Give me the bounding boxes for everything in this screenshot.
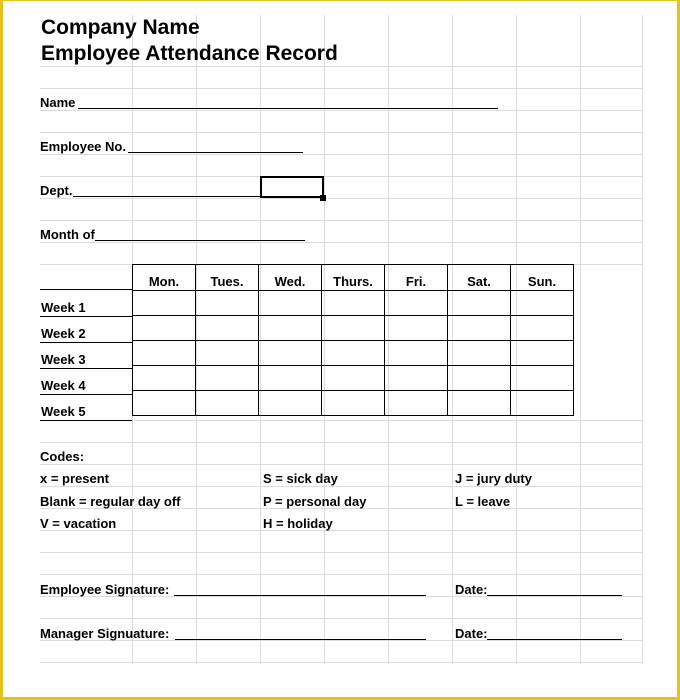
table-row — [133, 291, 574, 316]
attendance-cell[interactable] — [196, 366, 259, 391]
header-rule — [40, 289, 132, 290]
attendance-cell[interactable] — [196, 291, 259, 316]
company-name: Company Name — [41, 16, 200, 39]
week-rule — [40, 394, 132, 395]
attendance-cell[interactable] — [322, 341, 385, 366]
code-item: L = leave — [455, 494, 511, 509]
week-rule — [40, 342, 132, 343]
employee-date-field[interactable] — [487, 595, 622, 596]
attendance-cell[interactable] — [385, 366, 448, 391]
dept-field[interactable] — [73, 196, 261, 197]
attendance-cell[interactable] — [259, 391, 322, 416]
attendance-cell[interactable] — [196, 316, 259, 341]
employee-signature-label: Employee Signature: — [40, 582, 170, 597]
name-label: Name — [40, 95, 76, 110]
attendance-cell[interactable] — [385, 341, 448, 366]
code-item: Blank = regular day off — [40, 494, 181, 509]
attendance-cell[interactable] — [511, 316, 574, 341]
attendance-cell[interactable] — [448, 391, 511, 416]
manager-date-label: Date: — [455, 626, 488, 641]
attendance-cell[interactable] — [385, 291, 448, 316]
page-title: Employee Attendance Record — [41, 42, 338, 65]
attendance-cell[interactable] — [322, 366, 385, 391]
day-header-tue: Tues. — [196, 265, 259, 291]
attendance-cell[interactable] — [322, 391, 385, 416]
week-label-1: Week 1 — [41, 300, 86, 315]
attendance-cell[interactable] — [385, 391, 448, 416]
fill-handle[interactable] — [320, 195, 326, 201]
week-label-2: Week 2 — [41, 326, 86, 341]
week-rule — [40, 420, 132, 421]
attendance-cell[interactable] — [259, 291, 322, 316]
employee-date-label: Date: — [455, 582, 488, 597]
day-header-wed: Wed. — [259, 265, 322, 291]
attendance-cell[interactable] — [196, 341, 259, 366]
attendance-cell[interactable] — [133, 341, 196, 366]
dept-label: Dept. — [40, 183, 73, 198]
manager-signature-label: Manager Signuature: — [40, 626, 170, 641]
week-label-5: Week 5 — [41, 404, 86, 419]
selected-cell[interactable] — [260, 176, 324, 198]
attendance-cell[interactable] — [133, 391, 196, 416]
month-of-field[interactable] — [95, 240, 305, 241]
attendance-cell[interactable] — [259, 316, 322, 341]
attendance-cell[interactable] — [511, 291, 574, 316]
day-header-mon: Mon. — [133, 265, 196, 291]
week-label-3: Week 3 — [41, 352, 86, 367]
day-header-sat: Sat. — [448, 265, 511, 291]
attendance-cell[interactable] — [448, 291, 511, 316]
attendance-cell[interactable] — [511, 341, 574, 366]
attendance-cell[interactable] — [259, 341, 322, 366]
table-row — [133, 391, 574, 416]
code-item: J = jury duty — [455, 471, 532, 486]
attendance-table — [132, 264, 574, 416]
day-header-thu: Thurs. — [322, 265, 385, 291]
day-header-fri: Fri. — [385, 265, 448, 291]
codes-heading: Codes: — [40, 449, 85, 464]
attendance-cell[interactable] — [133, 366, 196, 391]
table-row — [133, 316, 574, 341]
code-item: P = personal day — [263, 494, 367, 509]
attendance-cell[interactable] — [322, 291, 385, 316]
table-row — [133, 366, 574, 391]
attendance-cell[interactable] — [133, 291, 196, 316]
attendance-cell[interactable] — [511, 366, 574, 391]
attendance-cell[interactable] — [133, 316, 196, 341]
attendance-cell[interactable] — [385, 316, 448, 341]
code-item: S = sick day — [263, 471, 338, 486]
employee-no-label: Employee No. — [40, 139, 126, 154]
name-field[interactable] — [78, 108, 498, 109]
employee-no-field[interactable] — [128, 152, 303, 153]
week-rule — [40, 316, 132, 317]
table-header-row — [133, 265, 574, 291]
manager-signature-field[interactable] — [175, 639, 426, 640]
week-rule — [40, 368, 132, 369]
week-label-4: Week 4 — [41, 378, 86, 393]
month-of-label: Month of — [40, 227, 95, 242]
attendance-cell[interactable] — [448, 341, 511, 366]
attendance-cell[interactable] — [322, 316, 385, 341]
code-item: V = vacation — [40, 516, 117, 531]
code-item: x = present — [40, 471, 110, 486]
attendance-cell[interactable] — [448, 366, 511, 391]
attendance-cell[interactable] — [196, 391, 259, 416]
table-row — [133, 341, 574, 366]
attendance-cell[interactable] — [259, 366, 322, 391]
day-header-sun: Sun. — [511, 265, 574, 291]
attendance-cell[interactable] — [511, 391, 574, 416]
code-item: H = holiday — [263, 516, 333, 531]
attendance-cell[interactable] — [448, 316, 511, 341]
manager-date-field[interactable] — [487, 639, 622, 640]
employee-signature-field[interactable] — [174, 595, 426, 596]
